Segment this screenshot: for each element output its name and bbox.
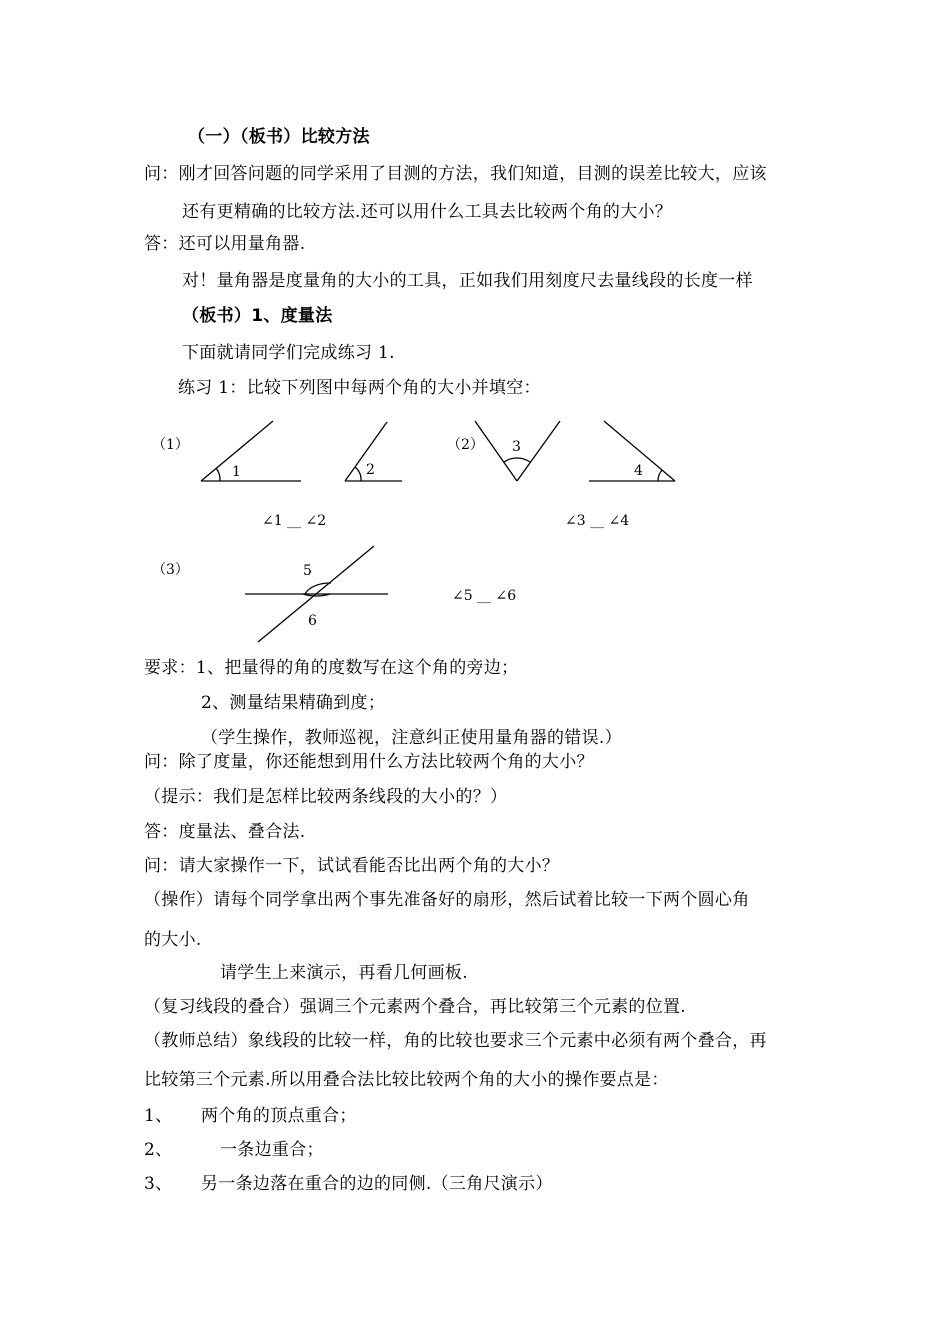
angle-1-figure xyxy=(201,421,301,481)
angle-label-4: 4 xyxy=(634,463,643,479)
answer-2: 答：度量法、叠合法. xyxy=(144,822,306,842)
comparison-5-6: ∠5 __ ∠6 xyxy=(452,588,517,604)
angle-label-3: 3 xyxy=(512,439,521,455)
angle-label-5: 5 xyxy=(303,563,312,579)
point-1-text: 两个角的顶点重合； xyxy=(201,1106,357,1126)
point-1-number: 1、 xyxy=(144,1106,173,1126)
operation-line-2: 的大小. xyxy=(144,930,202,950)
point-2-text: 一条边重合； xyxy=(220,1140,324,1160)
question-1-line-1: 问：刚才回答问题的同学采用了目测的方法，我们知道，目测的误差比较大，应该 xyxy=(144,164,767,184)
angle-4-figure xyxy=(589,421,675,481)
section-heading-comparison-methods: （一）（板书）比较方法 xyxy=(188,127,370,147)
figure-label-3: （3） xyxy=(152,562,189,578)
student-operation-note: （学生操作，教师巡视，注意纠正使用量角器的错误.） xyxy=(201,728,622,748)
section-heading-measuring-method: （板书）1、度量法 xyxy=(182,306,333,326)
demonstration-note: 请学生上来演示，再看几何画板. xyxy=(220,963,468,983)
review-note: （复习线段的叠合）强调三个元素两个叠合，再比较第三个元素的位置. xyxy=(144,997,687,1017)
comparison-1-2: ∠1 __ ∠2 xyxy=(262,513,327,529)
point-3-number: 3、 xyxy=(144,1174,173,1194)
summary-line-1: （教师总结）象线段的比较一样，角的比较也要求三个元素中必须有两个叠合，再 xyxy=(144,1031,767,1051)
angle-label-6: 6 xyxy=(308,613,317,629)
remark-protractor: 对！量角器是度量角的大小的工具，正如我们用刻度尺去量线段的长度一样 xyxy=(182,271,753,291)
angle-label-1: 1 xyxy=(232,464,241,480)
answer-1: 答：还可以用量角器. xyxy=(144,234,306,254)
question-2: 问：除了度量，你还能想到用什么方法比较两个角的大小？ xyxy=(144,752,594,772)
figure-label-2: （2） xyxy=(447,437,484,453)
operation-line-1: （操作）请每个同学拿出两个事先准备好的扇形，然后试着比较一下两个圆心角 xyxy=(144,890,750,910)
point-3-text: 另一条边落在重合的边的同侧.（三角尺演示） xyxy=(201,1174,553,1194)
figure-label-1: （1） xyxy=(152,437,189,453)
requirement-2: 2、测量结果精确到度； xyxy=(201,693,386,713)
exercise-intro: 下面就请同学们完成练习 1. xyxy=(182,343,395,363)
question-1-line-2: 还有更精确的比较方法.还可以用什么工具去比较两个角的大小？ xyxy=(182,202,673,222)
hint: （提示：我们是怎样比较两条线段的大小的？） xyxy=(144,787,508,807)
angle-label-2: 2 xyxy=(366,462,375,478)
question-3: 问：请大家操作一下，试试看能否比出两个角的大小？ xyxy=(144,856,560,876)
point-2-number: 2、 xyxy=(144,1140,173,1160)
requirement-1: 要求：1、把量得的角的度数写在这个角的旁边； xyxy=(144,658,519,678)
summary-line-2: 比较第三个元素.所以用叠合法比较比较两个角的大小的操作要点是： xyxy=(144,1070,669,1090)
comparison-3-4: ∠3 __ ∠4 xyxy=(565,513,630,529)
exercise-title: 练习 1：比较下列图中每两个角的大小并填空： xyxy=(178,378,541,398)
